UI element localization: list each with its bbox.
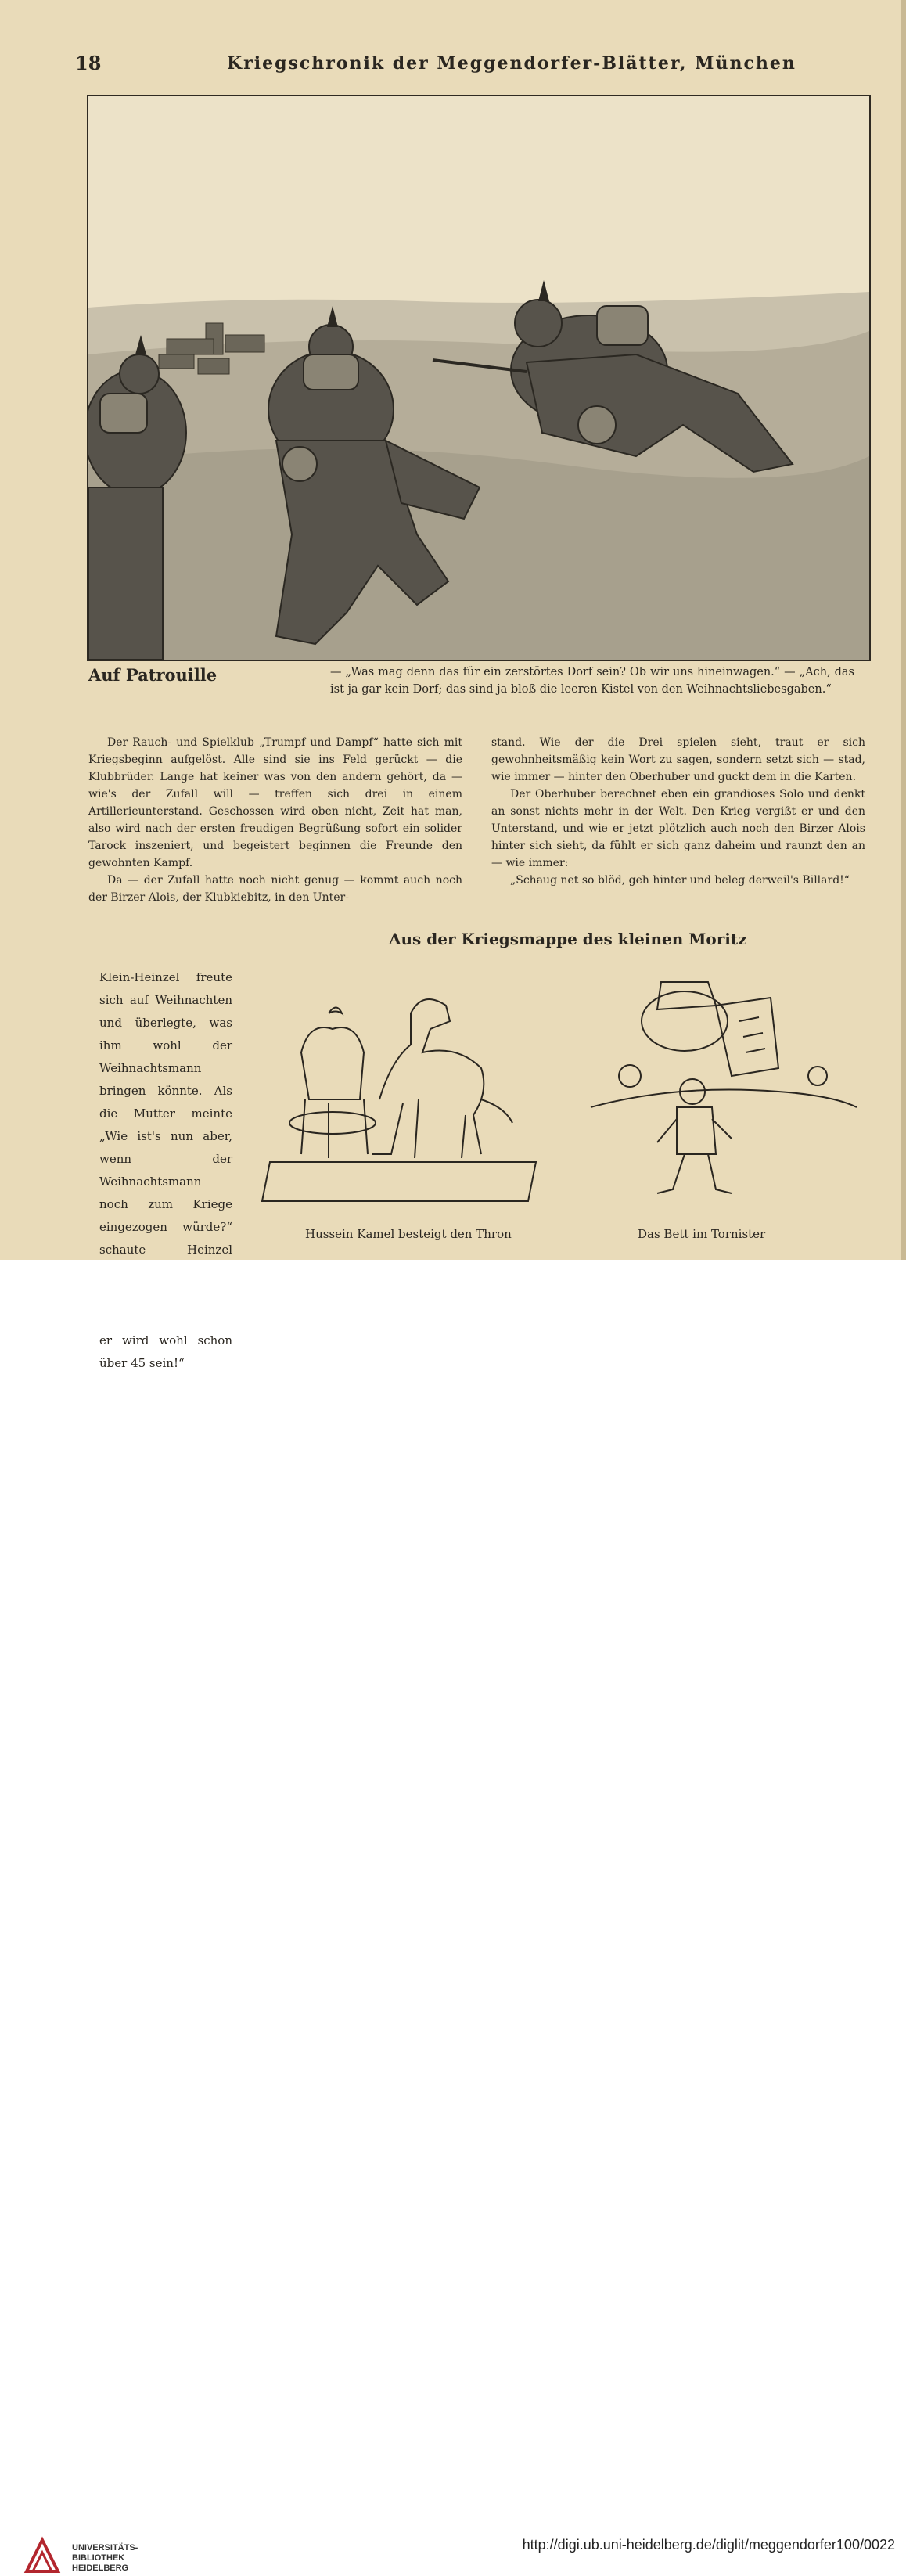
library-name-line1: UNIVERSITÄTS- — [72, 2543, 138, 2553]
section-title: Aus der Kriegsmappe des kleinen Moritz — [389, 930, 747, 948]
paragraph: stand. Wie der die Drei spielen sieht, traut er sich gewohnheitsmäßig kein Wort zu sagen, sondern setzt sich — stad, wie immer — hinter den Oberhuber und guckt dem in die Karten. — [491, 736, 865, 783]
illustration-caption-dialogue: — „Was mag denn das für ein zerstörtes Dorf sein? Ob wir uns hineinwagen.“ — „Ach, das ist ja gar kein Dorf; das sind ja bloß die leeren Kistel von den Weihnachtsliebesgaben.“ — [330, 666, 854, 696]
illustration-caption-title: Auf Patrouille — [88, 665, 218, 685]
library-name — [72, 2543, 138, 2574]
patrol-illustration — [87, 95, 871, 661]
camel-throne-sketch — [254, 966, 552, 1225]
paragraph: Der Oberhuber berechnet eben ein grandioses Solo und denkt an sonst nichts mehr in der Welt. Den Krieg vergißt er und den Unterstand, und wie er jetzt plötzlich auch noch den Birzer Alois hinter sich sieht, da fühlt er sich ganz daheim und raunzt den an — wie immer: — [491, 788, 865, 869]
page-gutter — [901, 0, 906, 1260]
story-column-right — [491, 734, 865, 889]
sketch-caption-bed: Das Bett im Tornister — [638, 1227, 766, 1241]
moritz-anecdote: Klein-Heinzel freute sich auf Weihnachten und überlegte, was ihm wohl der Weihnachtsmann bringen könnte. Als die Mutter meinte „Wie ist's nun aber, wenn der Weihnachtsmann noch zum Kriege eingezogen würde?“ schaute Heinzel er wird wohl schon über 45 sein!“ — [99, 970, 232, 1370]
soldiers-drawing — [88, 96, 869, 660]
library-name-line2: BIBLIOTHEK — [72, 2553, 125, 2563]
running-title: Kriegschronik der Meggendorfer-Blätter, München — [227, 53, 796, 74]
paragraph: Der Rauch- und Spielklub „Trumpf und Dampf“ hatte sich mit Kriegsbeginn aufgelöst. Alle sind sie ins Feld gerückt — die Klubbrüder. Lange hat keiner was von den andern gehört, da — wie's der Zufall will — treffen sich drei in einem Artillerieunterstand. Geschossen wird oben nicht, Zeit hat man, also wird nach der ersten freudigen Begrüßung sofort ein solider Tarock inszeniert, und begeistert beginnen die Freunde den gewohnten Kampf. — [88, 736, 462, 869]
sketch-caption-camel: Hussein Kamel besteigt den Thron — [305, 1227, 512, 1241]
story-column-left — [88, 734, 462, 906]
library-footer — [0, 1260, 906, 2573]
source-url-link[interactable]: http://digi.ub.uni-heidelberg.de/diglit/meggendorfer100/0022 — [522, 2537, 895, 2553]
library-name-line3: HEIDELBERG — [72, 2563, 129, 2573]
paragraph: „Schaug net so blöd, geh hinter und beleg derweil's Billard!“ — [510, 874, 850, 887]
library-logo-icon — [22, 2535, 63, 2576]
paragraph: Da — der Zufall hatte noch nicht genug — kommt auch noch der Birzer Alois, der Klubkiebitz, in den Unter- — [88, 874, 462, 904]
page-number: 18 — [75, 52, 102, 74]
bed-in-knapsack-sketch — [583, 974, 865, 1225]
